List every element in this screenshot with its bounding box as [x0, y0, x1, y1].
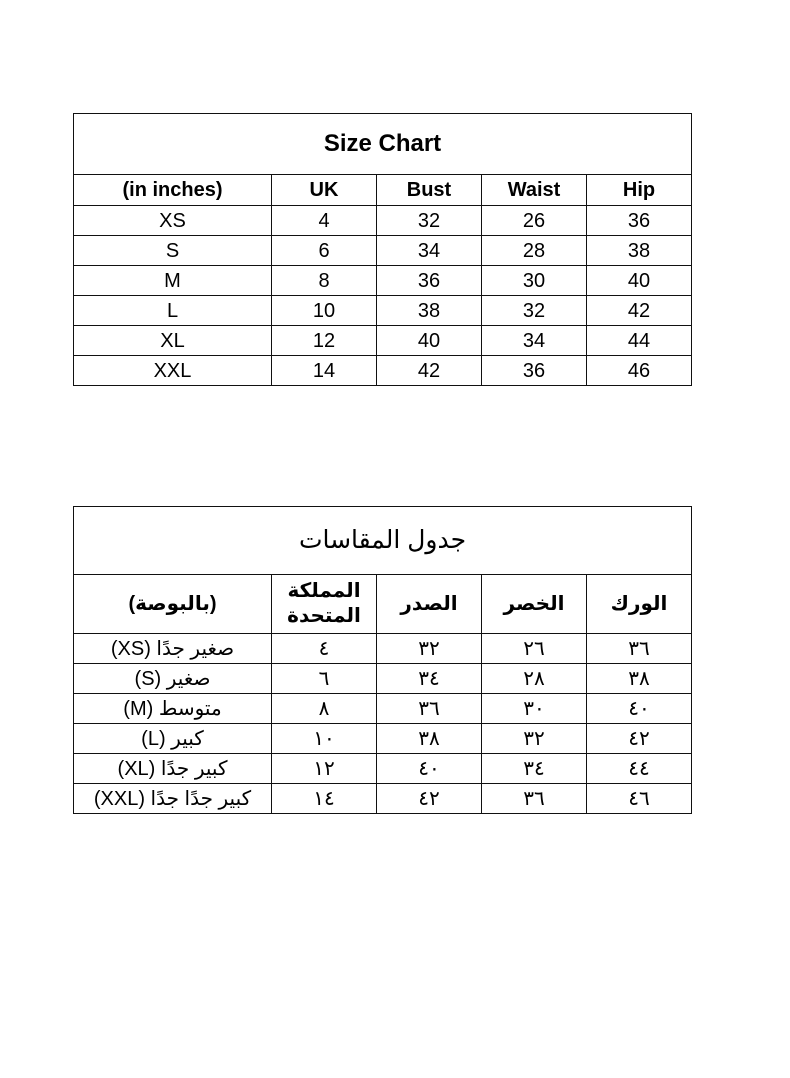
- waist-cell: 30: [482, 266, 587, 296]
- uk-cell: ٨: [272, 694, 377, 724]
- header-unit: (بالبوصة): [74, 575, 272, 634]
- uk-cell: ١٢: [272, 754, 377, 784]
- size-cell: XXL: [74, 356, 272, 386]
- waist-cell: 28: [482, 236, 587, 266]
- uk-cell: 6: [272, 236, 377, 266]
- bust-cell: ٣٢: [377, 634, 482, 664]
- hip-cell: 44: [587, 326, 692, 356]
- table-row: [74, 206, 692, 236]
- waist-cell: ٢٦: [482, 634, 587, 664]
- header-hip: Hip: [587, 175, 692, 206]
- size-chart-table-arabic: [73, 506, 692, 814]
- size-cell: S: [74, 236, 272, 266]
- header-bust: الصدر: [377, 575, 482, 634]
- size-cell: كبير جدًا جدًا (XXL): [74, 784, 272, 814]
- hip-cell: 36: [587, 206, 692, 236]
- waist-cell: 26: [482, 206, 587, 236]
- hip-cell: 38: [587, 236, 692, 266]
- waist-cell: 36: [482, 356, 587, 386]
- hip-cell: ٣٦: [587, 634, 692, 664]
- table-row: [74, 634, 692, 664]
- table-row: [74, 724, 692, 754]
- header-uk: UK: [272, 175, 377, 206]
- bust-cell: ٤٢: [377, 784, 482, 814]
- size-cell: كبير جدًا (XL): [74, 754, 272, 784]
- uk-cell: ٦: [272, 664, 377, 694]
- uk-cell: 12: [272, 326, 377, 356]
- table-row: [74, 784, 692, 814]
- header-uk: [272, 575, 377, 634]
- waist-cell: 34: [482, 326, 587, 356]
- header-uk-line1: المملكة: [287, 580, 361, 602]
- hip-cell: 40: [587, 266, 692, 296]
- header-waist: Waist: [482, 175, 587, 206]
- bust-cell: 40: [377, 326, 482, 356]
- waist-cell: ٣٢: [482, 724, 587, 754]
- size-cell: M: [74, 266, 272, 296]
- waist-cell: 32: [482, 296, 587, 326]
- header-row: [74, 175, 692, 206]
- table-row: [74, 694, 692, 724]
- table-row: [74, 266, 692, 296]
- hip-cell: 42: [587, 296, 692, 326]
- size-cell: كبير (L): [74, 724, 272, 754]
- waist-cell: ٣٦: [482, 784, 587, 814]
- header-waist: الخصر: [482, 575, 587, 634]
- waist-cell: ٣٠: [482, 694, 587, 724]
- hip-cell: ٤٢: [587, 724, 692, 754]
- table-row: [74, 296, 692, 326]
- title-row: [74, 114, 692, 175]
- uk-cell: ١٤: [272, 784, 377, 814]
- title-row: [74, 507, 692, 575]
- bust-cell: 42: [377, 356, 482, 386]
- bust-cell: 36: [377, 266, 482, 296]
- bust-cell: 34: [377, 236, 482, 266]
- hip-cell: ٤٦: [587, 784, 692, 814]
- hip-cell: ٣٨: [587, 664, 692, 694]
- header-unit: (in inches): [74, 175, 272, 206]
- size-cell: XS: [74, 206, 272, 236]
- size-chart-table-english: [73, 113, 692, 386]
- size-cell: XL: [74, 326, 272, 356]
- bust-cell: ٣٨: [377, 724, 482, 754]
- size-cell: L: [74, 296, 272, 326]
- uk-cell: 10: [272, 296, 377, 326]
- uk-cell: 4: [272, 206, 377, 236]
- bust-cell: 38: [377, 296, 482, 326]
- header-row: [74, 575, 692, 634]
- table-row: [74, 326, 692, 356]
- header-hip: الورك: [587, 575, 692, 634]
- hip-cell: 46: [587, 356, 692, 386]
- uk-cell: 8: [272, 266, 377, 296]
- size-cell: صغير جدًا (XS): [74, 634, 272, 664]
- header-bust: Bust: [377, 175, 482, 206]
- size-cell: متوسط (M): [74, 694, 272, 724]
- size-chart-title: Size Chart: [74, 114, 692, 175]
- hip-cell: ٤٤: [587, 754, 692, 784]
- size-chart-title-arabic: جدول المقاسات: [74, 507, 692, 575]
- header-uk-line2: المتحدة: [287, 605, 361, 627]
- size-cell: صغير (S): [74, 664, 272, 694]
- table-row: [74, 356, 692, 386]
- waist-cell: ٢٨: [482, 664, 587, 694]
- waist-cell: ٣٤: [482, 754, 587, 784]
- bust-cell: 32: [377, 206, 482, 236]
- table-row: [74, 664, 692, 694]
- bust-cell: ٤٠: [377, 754, 482, 784]
- bust-cell: ٣٦: [377, 694, 482, 724]
- uk-cell: 14: [272, 356, 377, 386]
- uk-cell: ٤: [272, 634, 377, 664]
- uk-cell: ١٠: [272, 724, 377, 754]
- table-row: [74, 236, 692, 266]
- table-row: [74, 754, 692, 784]
- bust-cell: ٣٤: [377, 664, 482, 694]
- hip-cell: ٤٠: [587, 694, 692, 724]
